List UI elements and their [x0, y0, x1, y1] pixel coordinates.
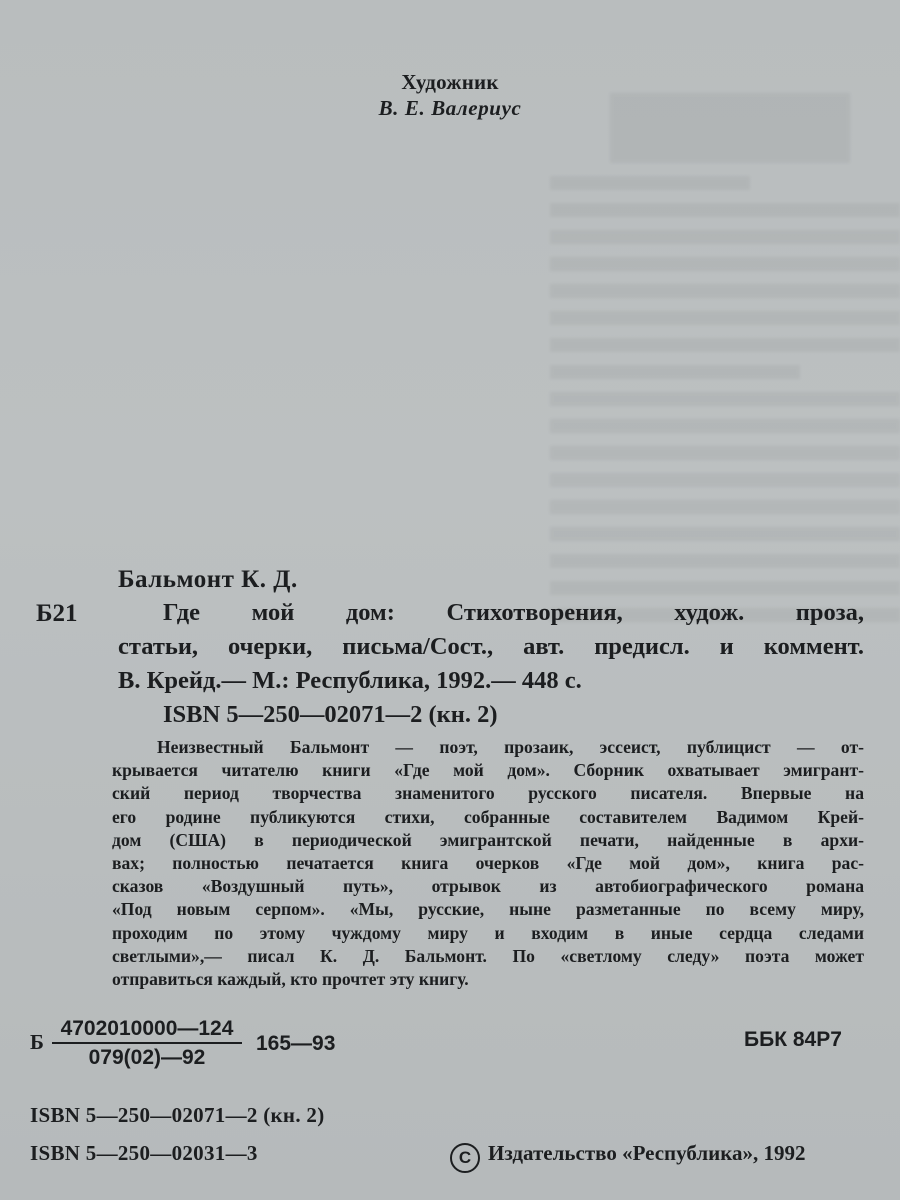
annotation-line: Неизвестный Бальмонт — поэт, прозаик, эссеист, публицист — от- — [157, 737, 864, 757]
catalog-index: Б21 — [36, 600, 78, 627]
annotation-line: его родине публикуются стихи, собранные составителем Вадимом Крей- — [112, 806, 864, 827]
publishing-code-tail: 165—93 — [256, 1032, 336, 1055]
annotation-line: вах; полностью печатается книга очерков «Где мой дом», книга рас- — [112, 853, 864, 874]
biblio-line: статьи, очерки, письма/Сост., авт. предисл. и коммент. — [118, 633, 864, 660]
annotation-line: дом (США) в периодической эмигрантской печати, найденные в архи- — [112, 829, 864, 850]
artist-label: Художник — [401, 70, 499, 94]
copyright-text: Издательство «Республика», 1992 — [488, 1141, 806, 1165]
annotation-line: сказов «Воздушный путь», отрывок из автобиографического романа — [112, 876, 864, 897]
publishing-code-letter: Б — [30, 1030, 44, 1054]
annotation-line: крывается читателю книги «Где мой дом». Сборник охватывает эмигрант- — [112, 760, 864, 781]
bbk-code: ББК 84Р7 — [744, 1028, 842, 1051]
biblio-isbn-line: ISBN 5—250—02071—2 (кн. 2) — [163, 701, 498, 728]
annotation-line: проходим по этому чуждому миру и входим в иные сердца следами — [112, 922, 864, 943]
artist-name: В. Е. Валериус — [378, 96, 522, 120]
publishing-code-numerator: 4702010000—124 — [52, 1017, 242, 1044]
isbn-volume: ISBN 5—250—02071—2 (кн. 2) — [30, 1103, 325, 1127]
copyright-notice — [450, 1141, 806, 1173]
biblio-line: Где мой дом: Стихотворения, худож. проза, — [163, 599, 864, 626]
annotation-line: ский период творчества знаменитого русского писателя. Впервые на — [112, 783, 864, 804]
copyright-icon: C — [450, 1143, 480, 1173]
catalog-author: Бальмонт К. Д. — [118, 566, 298, 593]
publishing-code-fraction — [52, 1017, 242, 1070]
isbn-set: ISBN 5—250—02031—3 — [30, 1141, 258, 1165]
bibliographic-description — [118, 596, 864, 732]
annotation — [112, 736, 864, 991]
annotation-line: отправиться каждый, кто прочтет эту книгу. — [112, 969, 469, 990]
annotation-line: «Под новым серпом». «Мы, русские, ныне разметанные по всему миру, — [112, 899, 864, 920]
publishing-code-denominator: 079(02)—92 — [88, 1046, 206, 1069]
annotation-line: светлыми»,— писал К. Д. Бальмонт. По «светлому следу» поэта может — [112, 945, 864, 966]
biblio-line: В. Крейд.— М.: Республика, 1992.— 448 с. — [118, 667, 582, 694]
